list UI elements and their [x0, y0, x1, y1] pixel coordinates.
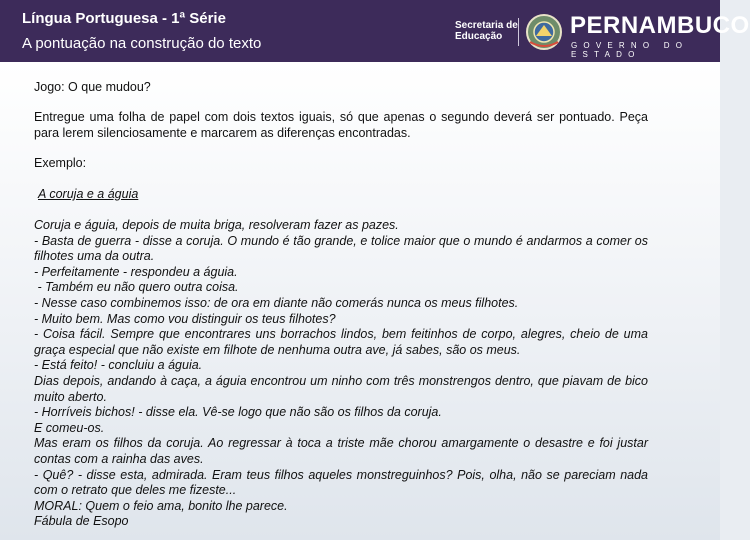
- course-title: Língua Portuguesa - 1ª Série: [22, 10, 226, 27]
- fable-line: Coruja e águia, depois de muita briga, resolveram fazer as pazes.: [34, 218, 399, 232]
- lesson-title: A pontuação na construção do texto: [22, 35, 262, 52]
- state-seal-icon: [524, 12, 564, 52]
- game-title: Jogo: O que mudou?: [34, 80, 151, 94]
- fable-line: - Basta de guerra - disse a coruja. O mundo é tão grande, e tolice maior que o mundo é andarmos a comer os filhotes uma da outra.: [34, 233, 648, 264]
- fable-line: Mas eram os filhos da coruja. Ao regressar à toca a triste mãe chorou amargamente o desastre e foi justar contas com a rainha das aves.: [34, 436, 648, 466]
- secretaria-label: [455, 20, 518, 42]
- fable-line: - Quê? - disse esta, admirada. Eram teus filhos aqueles monstreguinhos? Pois, olha, não se pareciam nada com o retrato que deles me fizeste...: [34, 467, 648, 498]
- brand-subtitle: GOVERNO DO ESTADO: [571, 41, 689, 59]
- fable-moral: MORAL: Quem o feio ama, bonito lhe parece.: [34, 498, 288, 513]
- fable-line: - Nesse caso combinemos isso: de ora em diante não comerás nunca os meus filhotes.: [34, 295, 519, 310]
- fable-title-text: A coruja e a águia: [38, 187, 139, 201]
- fable-line: - Está feito! - concluiu a águia.: [34, 358, 203, 373]
- instructions: Entregue uma folha de papel com dois textos iguais, só que apenas o segundo deverá ser pontuado. Peça para lerem silenciosamente e marcarem as diferenças encontradas.: [34, 110, 648, 140]
- fable-line: - Horríveis bichos! - disse ela. Vê-se logo que não são os filhos da coruja.: [34, 405, 442, 420]
- fable-line: - Também eu não quero outra coisa.: [34, 280, 239, 295]
- secretaria-line2: Educação: [455, 31, 503, 42]
- fable-text: [34, 218, 648, 530]
- fable-title: [38, 187, 652, 203]
- fable-line: E comeu-os.: [34, 420, 105, 435]
- fable-source: Fábula de Esopo: [34, 514, 129, 529]
- fable-line: - Perfeitamente - respondeu a águia.: [34, 264, 238, 279]
- example-label: Exemplo:: [34, 156, 87, 170]
- fable-line: - Coisa fácil. Sempre que encontrares uns borrachos lindos, bem feitinhos de corpo, alegres, cheio de uma graça especial que não existe em filhote de nenhuma outra ave, já sabes, são os meus.: [34, 327, 648, 357]
- brand-name: PERNAMBUCO: [570, 12, 750, 39]
- header-divider: [518, 18, 519, 46]
- secretaria-line1: Secretaria de: [455, 20, 518, 31]
- fable-line: - Muito bem. Mas como vou distinguir os teus filhotes?: [34, 311, 336, 326]
- fable-line: Dias depois, andando à caça, a águia encontrou um ninho com três monstrengos dentro, que piavam de bico muito aberto.: [34, 373, 648, 404]
- slide-header: [0, 0, 750, 62]
